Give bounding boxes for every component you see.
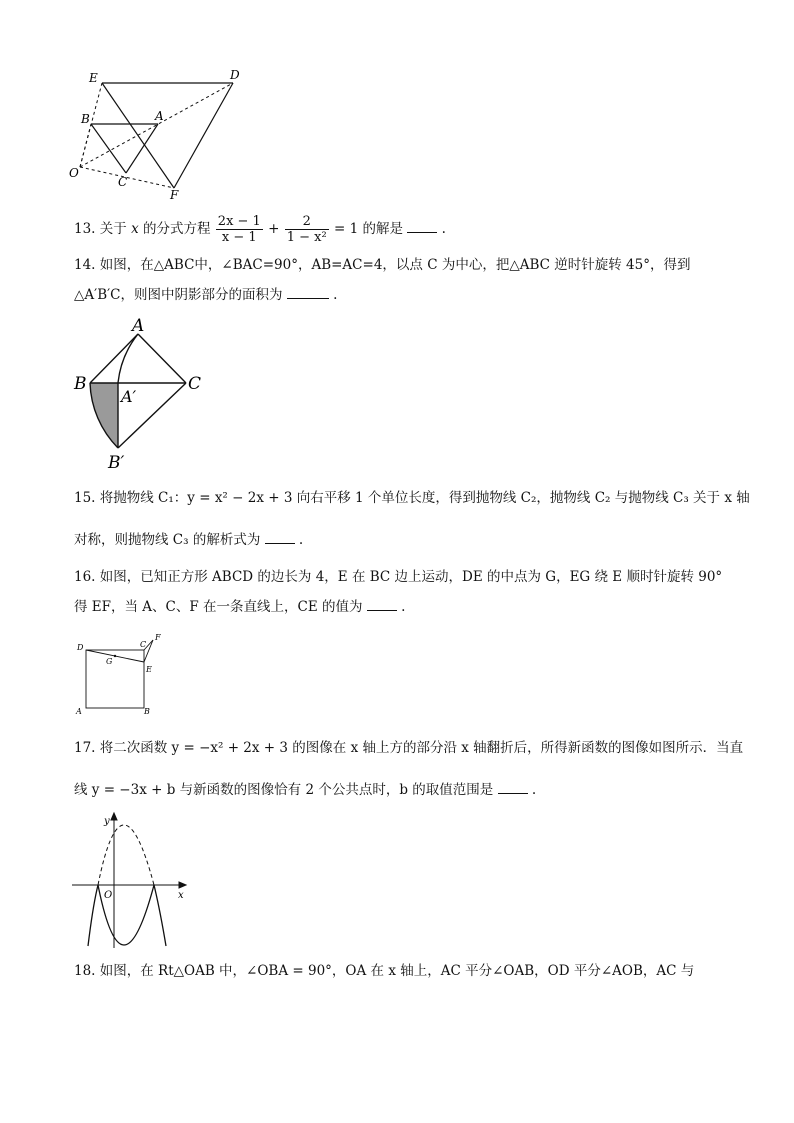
- q16-label-f: F: [155, 633, 161, 642]
- q13-number: 13.: [74, 221, 96, 237]
- question-14-line-2: [74, 285, 337, 305]
- q13-fraction-1: [216, 214, 263, 245]
- label-d: D: [230, 68, 240, 82]
- shaded-region: [90, 383, 118, 448]
- q14-label-a: A: [132, 316, 145, 336]
- q14-label-c: C: [188, 374, 202, 394]
- question-15-line-1: 15. 将抛物线 C₁：y = x² − 2x + 3 向右平移 1 个单位长度，得到抛物线 C₂，抛物线 C₂ 与抛物线 C₃ 关于 x 轴: [74, 490, 750, 506]
- q14-label-b: B: [74, 374, 87, 394]
- q17-label-o: O: [104, 890, 113, 901]
- q17-line2-text: 线 y = −3x + b 与新函数的图像恰有 2 个公共点时，b 的取值范围是: [74, 782, 494, 798]
- figure-q16: [70, 630, 180, 720]
- figure-q12: [62, 62, 262, 202]
- q15-answer-blank: [265, 531, 295, 544]
- q16-label-c: C: [140, 640, 147, 649]
- q17-label-y: y: [104, 816, 110, 827]
- q15-end: .: [298, 532, 304, 548]
- q13-frac1-denominator: x − 1: [221, 230, 257, 245]
- q16-line2-text: 得 EF，当 A、C、F 在一条直线上，CE 的值为: [74, 599, 363, 615]
- q16-label-e: E: [146, 665, 152, 674]
- question-18-line-1: 18. 如图，在 Rt△OAB 中，∠OBA = 90°，OA 在 x 轴上，AC 平分∠OAB，OD 平分∠AOB，AC 与: [74, 963, 695, 979]
- q13-frac1-numerator: 2x − 1: [217, 214, 261, 229]
- dashed-upper-parabola: [98, 825, 154, 885]
- question-17-line-1: 17. 将二次函数 y = −x² + 2x + 3 的图像在 x 轴上方的部分沿 x 轴翻折后，所得新函数的图像如图所示．当直: [74, 740, 744, 756]
- question-17-line-2: [74, 780, 536, 800]
- folded-function-graph: [88, 885, 166, 946]
- q15-line2-text: 对称，则抛物线 C₃ 的解析式为: [74, 532, 261, 548]
- q17-answer-blank: [498, 781, 528, 794]
- q17-end: .: [531, 782, 537, 798]
- q13-frac2-numerator: 2: [285, 214, 329, 230]
- q13-fraction-2: [285, 214, 329, 245]
- label-b: B: [81, 112, 90, 126]
- q13-prefix: 关于: [99, 221, 127, 237]
- q14-end: .: [333, 287, 338, 303]
- q13-equals: = 1: [334, 221, 359, 237]
- q13-answer-blank: [407, 220, 437, 233]
- q13-suffix: 的解是: [362, 221, 404, 237]
- label-o: O: [69, 166, 79, 180]
- q14-label-b-prime: B′: [108, 453, 125, 473]
- q17-label-x: x: [178, 890, 184, 901]
- q14-label-a-prime: A′: [121, 387, 137, 406]
- figure-q14: [68, 312, 218, 477]
- question-13: [74, 213, 446, 245]
- label-f: F: [170, 188, 179, 202]
- q16-label-g: G: [106, 657, 113, 666]
- q16-label-d: D: [77, 643, 84, 652]
- figure-q17: [68, 810, 193, 952]
- question-15-line-2: [74, 530, 303, 550]
- q14-answer-blank: [287, 286, 329, 299]
- q16-label-a: A: [76, 707, 82, 716]
- q16-end: .: [401, 599, 406, 615]
- q13-mid: 的分式方程: [143, 221, 211, 237]
- question-16-line-2: [74, 597, 405, 617]
- q13-plus: +: [268, 221, 280, 237]
- label-c: C: [118, 175, 128, 189]
- label-e: E: [89, 71, 98, 85]
- q16-answer-blank: [367, 598, 397, 611]
- question-14-line-1: 14. 如图，在△ABC中，∠BAC=90°，AB=AC=4，以点 C 为中心，把△ABC 逆时针旋转 45°，得到: [74, 257, 691, 273]
- q13-frac2-denominator: 1 − x²: [286, 230, 327, 245]
- q14-line2-text: △A′B′C，则图中阴影部分的面积为: [74, 287, 283, 303]
- q13-var: x: [131, 221, 139, 237]
- q13-end: .: [441, 221, 446, 237]
- q16-label-b: B: [144, 707, 150, 716]
- question-16-line-1: 16. 如图，已知正方形 ABCD 的边长为 4，E 在 BC 边上运动，DE 的中点为 G，EG 绕 E 顺时针旋转 90°: [74, 569, 723, 585]
- label-a: A: [155, 109, 164, 123]
